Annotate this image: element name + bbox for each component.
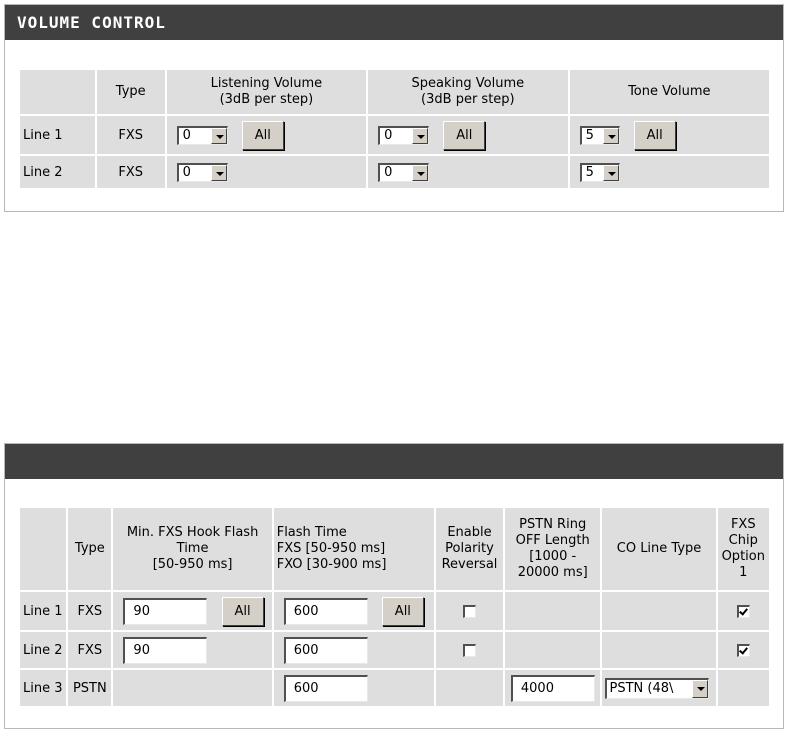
- header-type: Type: [68, 508, 111, 590]
- table-row: [20, 156, 769, 188]
- volume-table: [18, 68, 771, 190]
- speaking-volume-select[interactable]: 0: [378, 163, 429, 182]
- hook-flash-input[interactable]: 90: [123, 637, 207, 664]
- header-pstn-ring: PSTN Ring OFF Length [1000 - 20000 ms]: [505, 508, 601, 590]
- co-line-type-cell: [602, 632, 715, 668]
- polarity-reversal-checkbox[interactable]: [463, 605, 476, 618]
- pstn-ring-off-input[interactable]: 4000: [511, 675, 595, 702]
- line-label: Line 2: [20, 156, 95, 188]
- hook-flash-input[interactable]: 90: [123, 598, 207, 625]
- chevron-down-icon[interactable]: [603, 128, 619, 144]
- line-settings-table: [18, 506, 771, 708]
- listening-volume-select[interactable]: 0: [177, 163, 228, 182]
- flash-time-input[interactable]: 600: [284, 675, 368, 702]
- header-line-blank: [20, 508, 66, 590]
- volume-control-panel: [4, 4, 784, 212]
- line-label: Line 1: [20, 592, 66, 630]
- chevron-down-icon[interactable]: [692, 680, 708, 698]
- listening-cell: [167, 156, 366, 188]
- header-co-line-type: CO Line Type: [602, 508, 715, 590]
- tone-volume-select[interactable]: 5: [580, 163, 620, 182]
- line-settings-title: [5, 444, 783, 479]
- listening-all-button[interactable]: All: [242, 121, 284, 150]
- header-flash-time: Flash Time FXS [50-950 ms] FXO [30-900 ms]: [274, 508, 434, 590]
- pstn-ring-cell: [505, 632, 601, 668]
- line-type: FXS: [97, 116, 165, 154]
- chevron-down-icon[interactable]: [211, 128, 227, 144]
- header-type: Type: [97, 70, 165, 114]
- hook-flash-cell: [113, 632, 271, 668]
- table-row: [20, 116, 769, 154]
- table-row: [20, 592, 769, 630]
- line-type: FXS: [68, 632, 111, 668]
- chip-option-checkbox[interactable]: [737, 644, 750, 657]
- polarity-cell: [436, 592, 503, 630]
- line-label: Line 1: [20, 116, 95, 154]
- line-label: Line 3: [20, 670, 66, 706]
- line-settings-panel: [4, 443, 784, 729]
- header-speaking-volume: Speaking Volume (3dB per step): [368, 70, 567, 114]
- co-line-type-cell: [602, 592, 715, 630]
- tone-cell: [570, 156, 769, 188]
- pstn-ring-cell: [505, 670, 601, 706]
- tone-volume-select[interactable]: 5: [580, 126, 620, 145]
- co-line-type-cell: [602, 670, 715, 706]
- volume-control-title: VOLUME CONTROL: [5, 5, 783, 40]
- flash-time-all-button[interactable]: All: [382, 597, 424, 626]
- speaking-volume-select[interactable]: 0: [378, 126, 429, 145]
- listening-volume-select[interactable]: 0: [177, 126, 228, 145]
- header-chip-option: FXS Chip Option 1: [718, 508, 769, 590]
- chip-option-cell: [718, 592, 769, 630]
- header-listening-volume: Listening Volume (3dB per step): [167, 70, 366, 114]
- pstn-ring-cell: [505, 592, 601, 630]
- hook-flash-cell: [113, 670, 271, 706]
- line-type: FXS: [68, 592, 111, 630]
- flash-time-cell: [274, 592, 434, 630]
- chevron-down-icon[interactable]: [412, 165, 428, 181]
- line-label: Line 2: [20, 632, 66, 668]
- line-type: FXS: [97, 156, 165, 188]
- line-header-row: [20, 508, 769, 590]
- chip-option-cell: [718, 632, 769, 668]
- chip-option-checkbox[interactable]: [737, 605, 750, 618]
- chevron-down-icon[interactable]: [412, 128, 428, 144]
- chip-option-cell: [718, 670, 769, 706]
- table-row: [20, 632, 769, 668]
- chevron-down-icon[interactable]: [603, 165, 619, 181]
- polarity-cell: [436, 632, 503, 668]
- polarity-cell: [436, 670, 503, 706]
- speaking-cell: [368, 156, 567, 188]
- volume-header-row: [20, 70, 769, 114]
- flash-time-cell: [274, 632, 434, 668]
- table-row: [20, 670, 769, 706]
- tone-cell: [570, 116, 769, 154]
- polarity-reversal-checkbox[interactable]: [463, 644, 476, 657]
- speaking-cell: [368, 116, 567, 154]
- header-line-blank: [20, 70, 95, 114]
- flash-time-input[interactable]: 600: [284, 598, 368, 625]
- header-polarity: Enable Polarity Reversal: [436, 508, 503, 590]
- hook-flash-all-button[interactable]: All: [222, 597, 264, 626]
- line-type: PSTN: [68, 670, 111, 706]
- tone-all-button[interactable]: All: [634, 121, 676, 150]
- listening-cell: [167, 116, 366, 154]
- header-tone-volume: Tone Volume: [570, 70, 769, 114]
- header-hook-flash: Min. FXS Hook Flash Time [50-950 ms]: [113, 508, 271, 590]
- co-line-type-select[interactable]: PSTN (48\: [605, 678, 709, 699]
- chevron-down-icon[interactable]: [211, 165, 227, 181]
- flash-time-input[interactable]: 600: [284, 637, 368, 664]
- hook-flash-cell: [113, 592, 271, 630]
- speaking-all-button[interactable]: All: [443, 121, 485, 150]
- flash-time-cell: [274, 670, 434, 706]
